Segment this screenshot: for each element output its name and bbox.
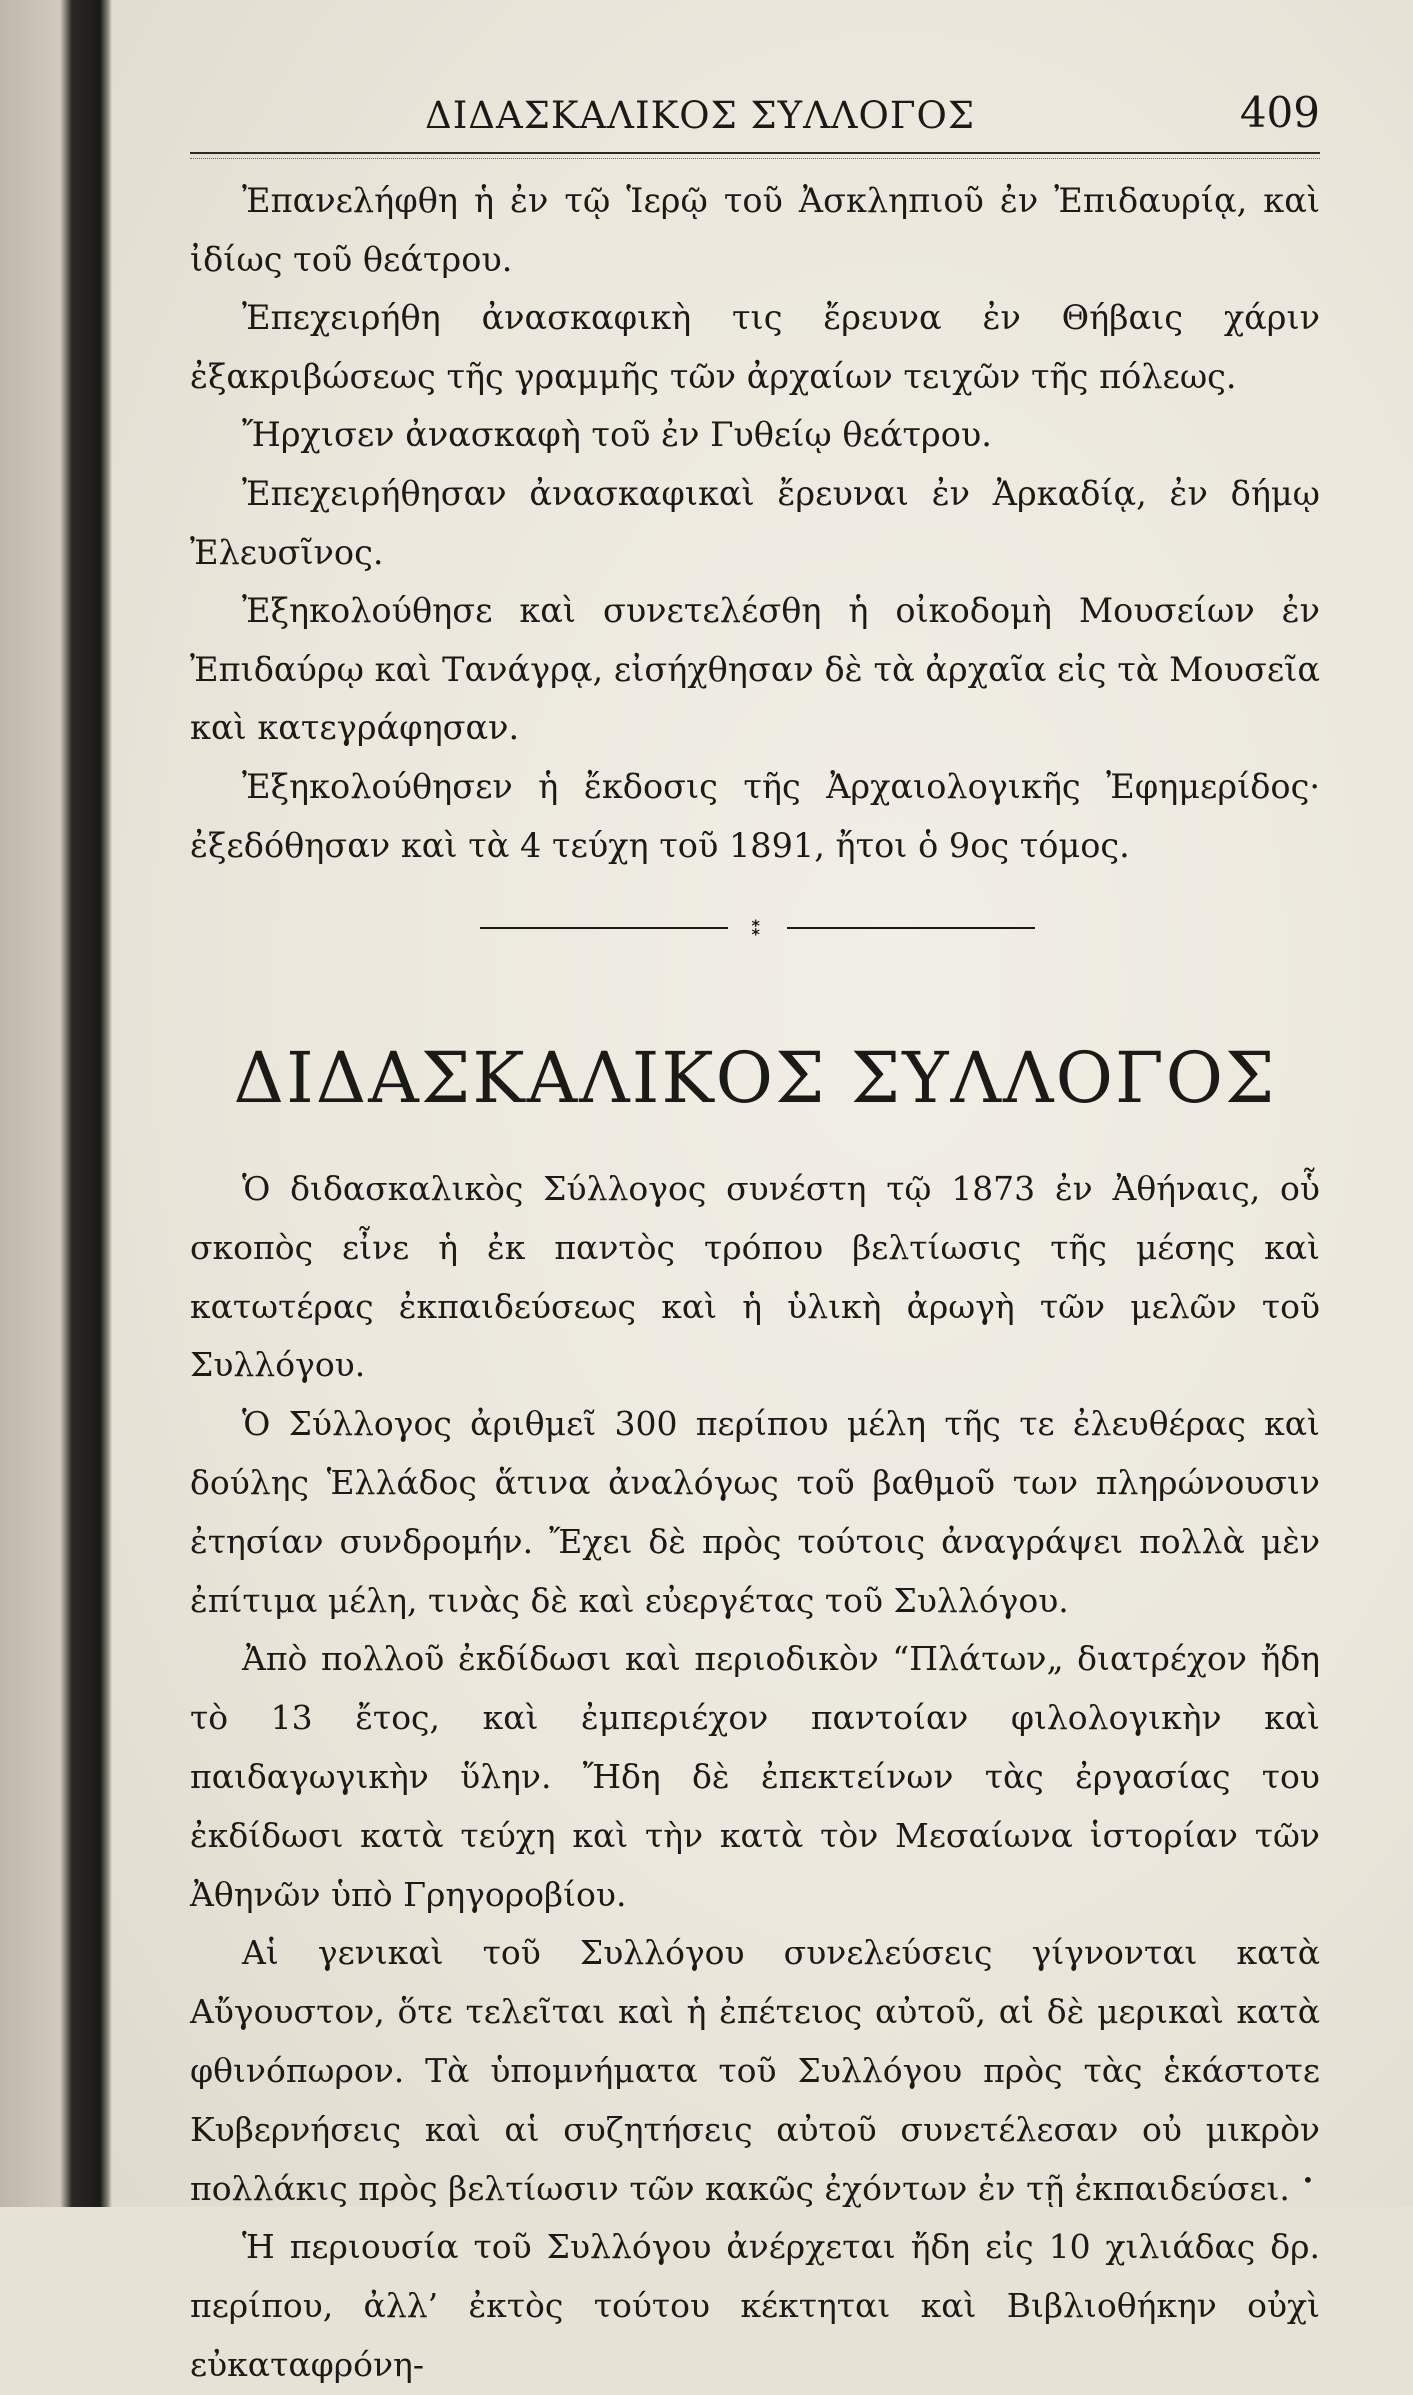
printing-mark: • [1302, 2168, 1314, 2192]
divider-flourish-icon: ⁑ [750, 916, 762, 940]
paragraph: Ἀπὸ πολλοῦ ἐκδίδωσι καὶ περιοδικὸν “Πλάτων„ διατρέχον ἤδη τὸ 13 ἔτος, καὶ ἐμπεριέχον παντοίαν φιλολογικὴν καὶ παιδαγωγικὴν ὕλην. Ἤδη δὲ ἐπεκτείνων τὰς ἐργασίας του ἐκδίδωσι κατὰ τεύχη καὶ τὴν κατὰ τὸν Μεσαίωνα ἱστορίαν τῶν Ἀθηνῶν ὑπὸ Γρηγοροβίου. [190, 1639, 1320, 1914]
divider-line-right [787, 927, 1035, 929]
paragraph: Ὁ Σύλλογος ἀριθμεῖ 300 περίπου μέλη τῆς τε ἐλευθέρας καὶ δούλης Ἑλλάδος ἅτινα ἀναλόγως τοῦ βαθμοῦ των πληρώνουσιν ἐτησίαν συνδρομήν. Ἔχει δὲ πρὸς τούτοις ἀναγράψει πολλὰ μὲν ἐπίτιμα μέλη, τινὰς δὲ καὶ εὐεργέτας τοῦ Συλλόγου. [190, 1404, 1320, 1620]
running-title: ΔΙΔΑΣΚΑΛΙΚΟΣ ΣΥΛΛΟΓΟΣ [424, 94, 976, 137]
divider-line-left [480, 927, 728, 929]
paragraph: Ἡ περιουσία τοῦ Συλλόγου ἀνέρχεται ἤδη εἰς 10 χιλιάδας δρ. περίπου, ἀλλ’ ἐκτὸς τούτου κέκτηται καὶ Βιβλιοθήκην οὐχὶ εὐκαταφρόνη- [190, 2227, 1320, 2384]
previous-section-text [190, 172, 1320, 875]
paragraph: Ἐπεχειρήθη ἀνασκαφικὴ τις ἔρευνα ἐν Θήβαις χάριν ἐξακριβώσεως τῆς γραμμῆς τῶν ἀρχαίων τειχῶν τῆς πόλεως. [190, 298, 1320, 396]
paragraph: Ἐξηκολούθησε καὶ συνετελέσθη ἡ οἰκοδομὴ Μουσείων ἐν Ἐπιδαύρῳ καὶ Τανάγρᾳ, εἰσήχθησαν δὲ τὰ ἀρχαῖα εἰς τὰ Μουσεῖα καὶ κατεγράφησαν. [190, 591, 1320, 748]
running-header [190, 78, 1320, 148]
paragraph: Ἐπανελήφθη ἡ ἐν τῷ Ἱερῷ τοῦ Ἀσκληπιοῦ ἐν Ἐπιδαυρίᾳ, καὶ ἰδίως τοῦ θεάτρου. [190, 181, 1320, 279]
header-rule [190, 152, 1320, 159]
paragraph: Αἱ γενικαὶ τοῦ Συλλόγου συνελεύσεις γίγνονται κατὰ Αὔγουστον, ὅτε τελεῖται καὶ ἡ ἐπέτειος αὐτοῦ, αἱ δὲ μερικαὶ κατὰ φθινόπωρον. Τὰ ὑπομνήματα τοῦ Συλλόγου πρὸς τὰς ἑκάστοτε Κυβερνήσεις καὶ αἱ συζητήσεις αὐτοῦ συνετέλεσαν οὐ μικρὸν πολλάκις πρὸς βελτίωσιν τῶν κακῶς ἐχόντων ἐν τῇ ἐκπαιδεύσει. [190, 1933, 1320, 2208]
paragraph: Ἤρχισεν ἀνασκαφὴ τοῦ ἐν Γυθείῳ θεάτρου. [242, 415, 992, 455]
section-body [190, 1160, 1320, 2395]
section-divider-ornament [480, 918, 1035, 938]
book-binding-edge [0, 0, 112, 2207]
page-number: 409 [1239, 88, 1320, 137]
paragraph: Ἐπεχειρήθησαν ἀνασκαφικαὶ ἔρευναι ἐν Ἀρκαδίᾳ, ἐν δήμῳ Ἐλευσῖνος. [190, 473, 1320, 572]
paragraph: Ἐξηκολούθησεν ἡ ἔκδοσις τῆς Ἀρχαιολογικῆς Ἐφημερίδος· ἐξεδόθησαν καὶ τὰ 4 τεύχη τοῦ 1891, ἤτοι ὁ 9ος τόμος. [190, 766, 1320, 865]
paragraph: Ὁ διδασκαλικὸς Σύλλογος συνέστη τῷ 1873 ἐν Ἀθήναις, οὗ σκοπὸς εἶνε ἡ ἐκ παντὸς τρόπου βελτίωσις τῆς μέσης καὶ κατωτέρας ἐκπαιδεύσεως καὶ ἡ ὑλικὴ ἀρωγὴ τῶν μελῶν τοῦ Συλλόγου. [190, 1169, 1320, 1385]
section-title: ΔΙΔΑΣΚΑΛΙΚΟΣ ΣΥΛΛΟΓΟΣ [233, 1037, 1277, 1119]
book-page [112, 0, 1413, 2384]
